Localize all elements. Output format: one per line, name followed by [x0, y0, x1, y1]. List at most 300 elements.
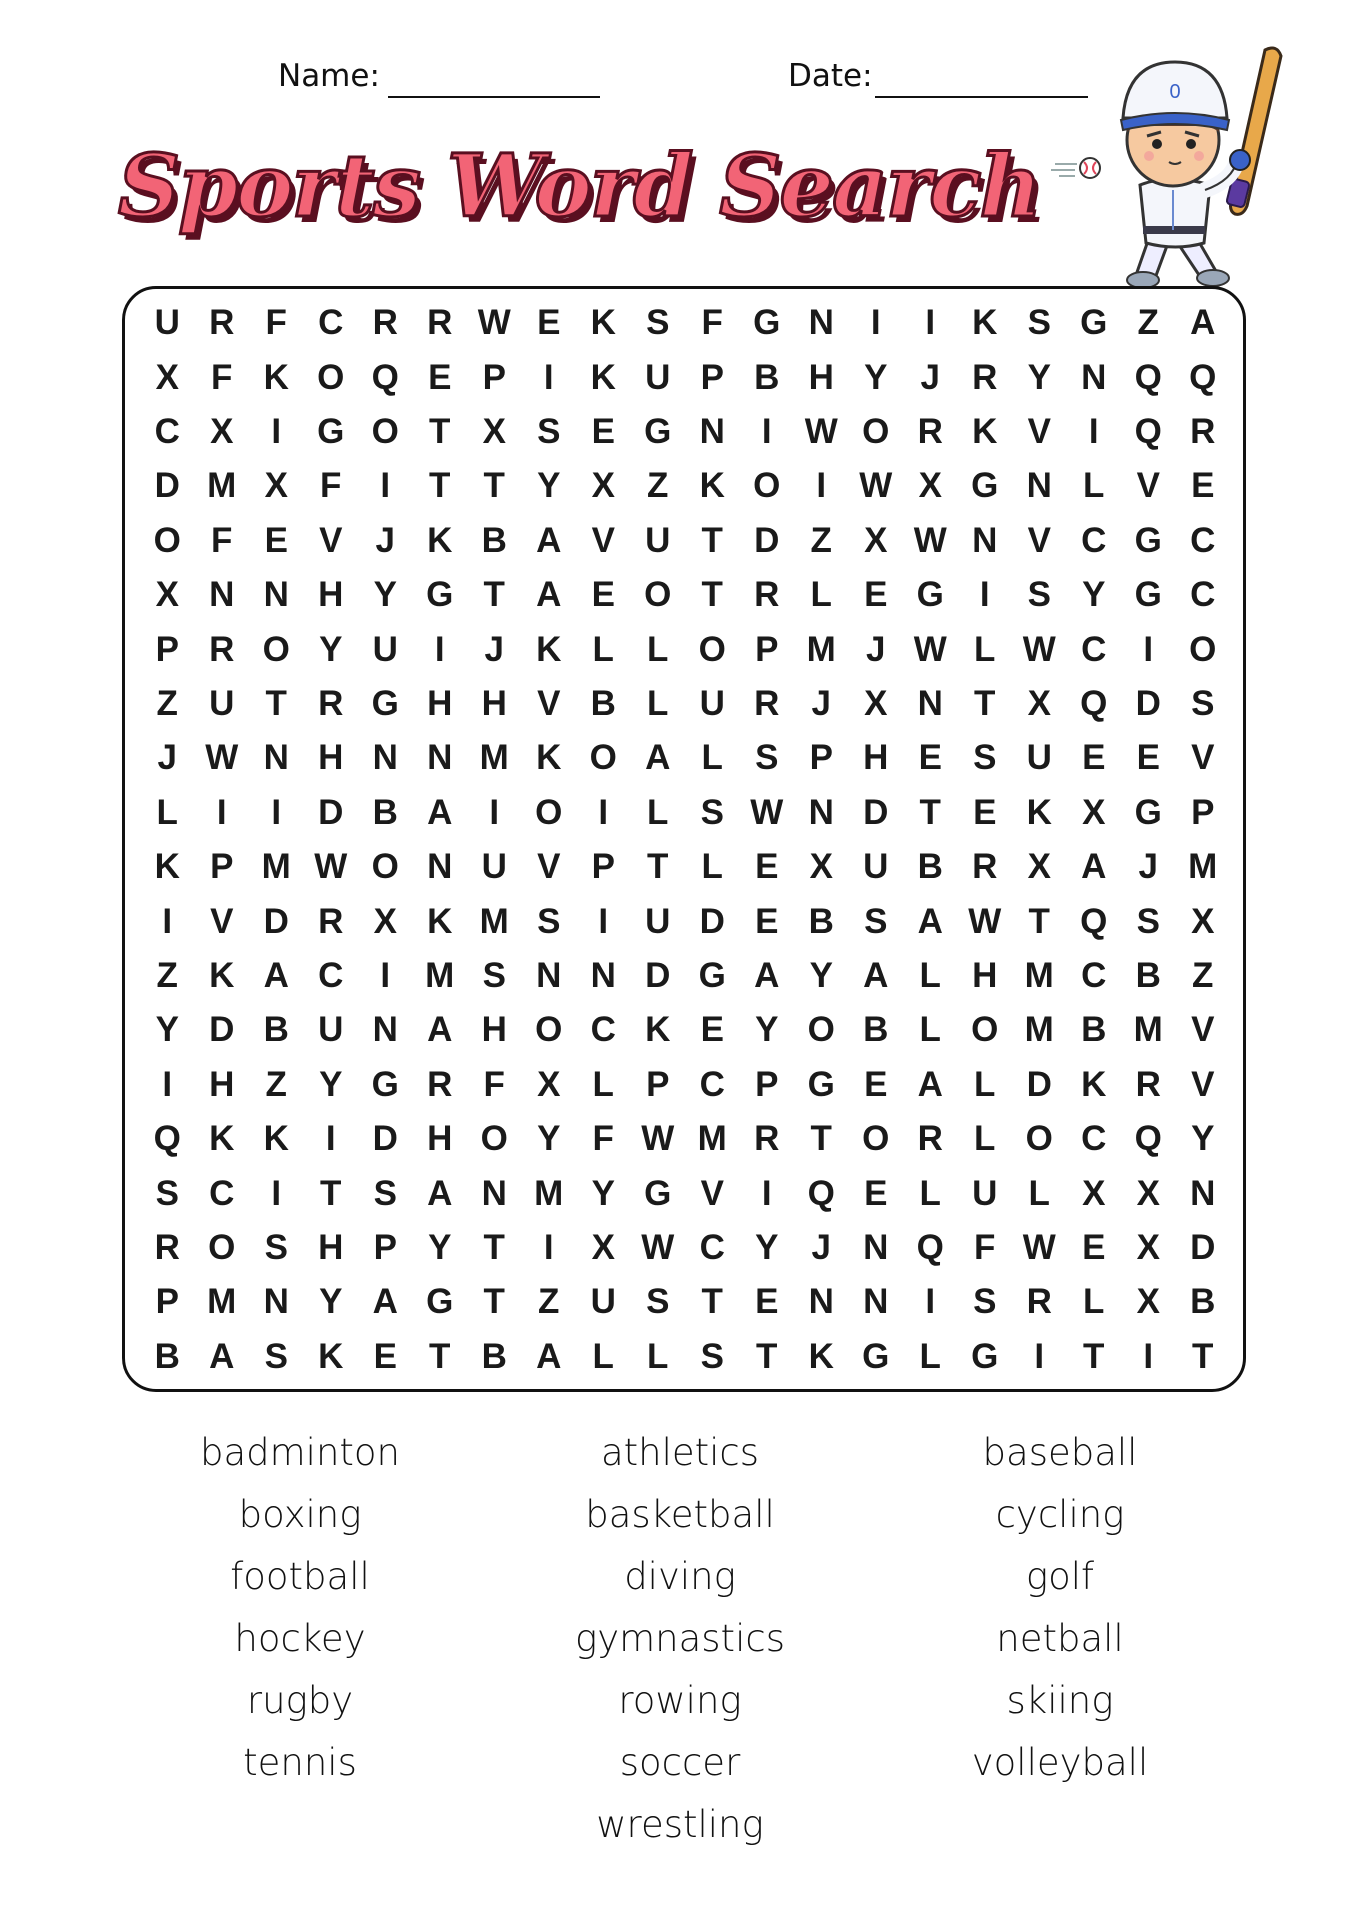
grid-letter[interactable]: Q — [1080, 683, 1108, 723]
grid-letter[interactable]: J — [920, 357, 940, 397]
grid-letter[interactable]: P — [1191, 792, 1215, 832]
grid-letter[interactable]: W — [968, 901, 1002, 941]
grid-letter[interactable]: N — [590, 955, 616, 995]
grid-letter[interactable]: I — [598, 792, 609, 832]
grid-letter[interactable]: Y — [591, 1173, 615, 1213]
grid-letter[interactable]: A — [754, 955, 780, 995]
grid-letter[interactable]: E — [1082, 738, 1106, 778]
grid-letter[interactable]: N — [1026, 466, 1052, 506]
grid-letter[interactable]: R — [754, 683, 780, 723]
grid-letter[interactable]: X — [591, 466, 615, 506]
grid-letter[interactable]: T — [483, 1282, 505, 1322]
grid-letter[interactable]: G — [1134, 520, 1162, 560]
grid-letter[interactable]: K — [699, 466, 725, 506]
grid-letter[interactable]: L — [1028, 1173, 1050, 1213]
grid-letter[interactable]: Z — [1192, 955, 1214, 995]
grid-letter[interactable]: Y — [319, 1282, 343, 1322]
grid-letter[interactable]: I — [816, 466, 827, 506]
grid-letter[interactable]: S — [373, 1173, 397, 1213]
grid-letter[interactable]: A — [263, 955, 289, 995]
grid-letter[interactable]: W — [1022, 1227, 1056, 1267]
grid-letter[interactable]: B — [590, 683, 616, 723]
grid-letter[interactable]: Z — [265, 1064, 287, 1104]
grid-letter[interactable]: P — [155, 1282, 179, 1322]
grid-letter[interactable]: J — [484, 629, 504, 669]
grid-letter[interactable]: K — [209, 955, 235, 995]
grid-letter[interactable]: B — [1135, 955, 1161, 995]
grid-letter[interactable]: Q — [153, 1119, 181, 1159]
grid-letter[interactable]: N — [699, 411, 725, 451]
grid-letter[interactable]: I — [598, 901, 609, 941]
grid-letter[interactable]: E — [537, 303, 561, 343]
grid-letter[interactable]: P — [755, 629, 779, 669]
grid-letter[interactable]: X — [155, 357, 179, 397]
grid-letter[interactable]: S — [1027, 303, 1051, 343]
grid-letter[interactable]: P — [373, 1227, 397, 1267]
grid-letter[interactable]: R — [972, 847, 998, 887]
grid-letter[interactable]: O — [644, 575, 672, 615]
grid-letter[interactable]: C — [1081, 1119, 1107, 1159]
grid-letter[interactable]: Q — [807, 1173, 835, 1213]
grid-letter[interactable]: U — [154, 303, 180, 343]
grid-letter[interactable]: E — [864, 575, 888, 615]
grid-letter[interactable]: Q — [1134, 1119, 1162, 1159]
grid-letter[interactable]: Z — [1137, 303, 1159, 343]
grid-letter[interactable]: E — [428, 357, 452, 397]
grid-letter[interactable]: Y — [428, 1227, 452, 1267]
grid-letter[interactable]: W — [205, 738, 239, 778]
grid-letter[interactable]: N — [808, 792, 834, 832]
grid-letter[interactable]: X — [1027, 847, 1051, 887]
grid-letter[interactable]: Q — [371, 357, 399, 397]
grid-letter[interactable]: G — [426, 1282, 454, 1322]
grid-letter[interactable]: I — [380, 466, 391, 506]
grid-letter[interactable]: S — [1191, 683, 1215, 723]
grid-letter[interactable]: G — [1134, 792, 1162, 832]
grid-letter[interactable]: M — [425, 955, 455, 995]
grid-letter[interactable]: S — [864, 901, 888, 941]
grid-letter[interactable]: H — [318, 575, 344, 615]
grid-letter[interactable]: D — [372, 1119, 398, 1159]
grid-letter[interactable]: U — [318, 1010, 344, 1050]
grid-letter[interactable]: B — [481, 1336, 507, 1376]
grid-letter[interactable]: O — [480, 1119, 508, 1159]
grid-letter[interactable]: G — [371, 683, 399, 723]
grid-letter[interactable]: O — [862, 411, 890, 451]
grid-letter[interactable]: J — [375, 520, 395, 560]
grid-letter[interactable]: Y — [537, 466, 561, 506]
grid-letter[interactable]: K — [318, 1336, 344, 1376]
grid-letter[interactable]: T — [1083, 1336, 1105, 1376]
grid-letter[interactable]: R — [754, 1119, 780, 1159]
grid-letter[interactable]: M — [479, 901, 509, 941]
grid-letter[interactable]: H — [481, 683, 507, 723]
grid-letter[interactable]: I — [979, 575, 990, 615]
grid-letter[interactable]: X — [264, 466, 288, 506]
grid-letter[interactable]: I — [216, 792, 227, 832]
grid-letter[interactable]: G — [971, 466, 999, 506]
grid-letter[interactable]: G — [371, 1064, 399, 1104]
grid-letter[interactable]: Q — [916, 1227, 944, 1267]
grid-letter[interactable]: S — [973, 738, 997, 778]
grid-letter[interactable]: N — [863, 1227, 889, 1267]
grid-letter[interactable]: L — [974, 1064, 996, 1104]
grid-letter[interactable]: Q — [1189, 357, 1217, 397]
grid-letter[interactable]: I — [271, 1173, 282, 1213]
grid-letter[interactable]: E — [264, 520, 288, 560]
grid-letter[interactable]: L — [592, 629, 614, 669]
grid-letter[interactable]: L — [919, 1173, 941, 1213]
grid-letter[interactable]: O — [807, 1010, 835, 1050]
grid-letter[interactable]: L — [647, 1336, 669, 1376]
grid-letter[interactable]: N — [972, 520, 998, 560]
grid-letter[interactable]: S — [1136, 901, 1160, 941]
grid-letter[interactable]: I — [1143, 629, 1154, 669]
grid-letter[interactable]: S — [646, 1282, 670, 1322]
grid-letter[interactable]: Y — [537, 1119, 561, 1159]
grid-letter[interactable]: L — [701, 738, 723, 778]
grid-letter[interactable]: P — [755, 1064, 779, 1104]
grid-letter[interactable]: I — [162, 901, 173, 941]
grid-letter[interactable]: Y — [155, 1010, 179, 1050]
grid-letter[interactable]: M — [1188, 847, 1218, 887]
grid-letter[interactable]: K — [1081, 1064, 1107, 1104]
grid-letter[interactable]: I — [380, 955, 391, 995]
grid-letter[interactable]: R — [154, 1227, 180, 1267]
grid-letter[interactable]: D — [154, 466, 180, 506]
grid-letter[interactable]: X — [864, 683, 888, 723]
grid-letter[interactable]: E — [755, 1282, 779, 1322]
grid-letter[interactable]: O — [1189, 629, 1217, 669]
grid-letter[interactable]: U — [1026, 738, 1052, 778]
grid-letter[interactable]: L — [919, 1010, 941, 1050]
grid-letter[interactable]: F — [483, 1064, 505, 1104]
grid-letter[interactable]: K — [808, 1336, 834, 1376]
grid-letter[interactable]: B — [372, 792, 398, 832]
grid-letter[interactable]: V — [1191, 738, 1215, 778]
grid-letter[interactable]: X — [537, 1064, 561, 1104]
grid-letter[interactable]: Y — [755, 1227, 779, 1267]
grid-letter[interactable]: N — [263, 575, 289, 615]
grid-letter[interactable]: P — [700, 357, 724, 397]
grid-letter[interactable]: F — [701, 303, 723, 343]
grid-letter[interactable]: E — [373, 1336, 397, 1376]
grid-letter[interactable]: I — [271, 411, 282, 451]
grid-letter[interactable]: T — [756, 1336, 778, 1376]
grid-letter[interactable]: L — [592, 1064, 614, 1104]
grid-letter[interactable]: B — [154, 1336, 180, 1376]
grid-letter[interactable]: S — [973, 1282, 997, 1322]
grid-letter[interactable]: O — [971, 1010, 999, 1050]
grid-letter[interactable]: T — [429, 1336, 451, 1376]
grid-letter[interactable]: B — [917, 847, 943, 887]
grid-letter[interactable]: X — [155, 575, 179, 615]
grid-letter[interactable]: V — [537, 683, 561, 723]
grid-letter[interactable]: I — [925, 303, 936, 343]
grid-letter[interactable]: K — [154, 847, 180, 887]
grid-letter[interactable]: O — [1025, 1119, 1053, 1159]
grid-letter[interactable]: F — [265, 303, 287, 343]
grid-letter[interactable]: L — [156, 792, 178, 832]
grid-letter[interactable]: N — [1190, 1173, 1216, 1213]
grid-letter[interactable]: I — [543, 1227, 554, 1267]
grid-letter[interactable]: X — [591, 1227, 615, 1267]
grid-letter[interactable]: N — [427, 847, 453, 887]
grid-letter[interactable]: U — [372, 629, 398, 669]
grid-letter[interactable]: I — [1143, 1336, 1154, 1376]
grid-letter[interactable]: E — [755, 901, 779, 941]
grid-letter[interactable]: M — [207, 466, 237, 506]
grid-letter[interactable]: O — [371, 847, 399, 887]
grid-letter[interactable]: X — [918, 466, 942, 506]
grid-letter[interactable]: B — [1081, 1010, 1107, 1050]
grid-letter[interactable]: D — [863, 792, 889, 832]
grid-letter[interactable]: S — [700, 1336, 724, 1376]
grid-letter[interactable]: S — [755, 738, 779, 778]
grid-letter[interactable]: W — [804, 411, 838, 451]
grid-letter[interactable]: L — [701, 847, 723, 887]
grid-letter[interactable]: W — [641, 1227, 675, 1267]
grid-letter[interactable]: Y — [319, 629, 343, 669]
grid-letter[interactable]: H — [863, 738, 889, 778]
grid-letter[interactable]: L — [1083, 1282, 1105, 1322]
grid-letter[interactable]: N — [263, 738, 289, 778]
grid-letter[interactable]: N — [263, 1282, 289, 1322]
grid-letter[interactable]: D — [645, 955, 671, 995]
grid-letter[interactable]: J — [157, 738, 177, 778]
grid-letter[interactable]: E — [864, 1064, 888, 1104]
grid-letter[interactable]: X — [809, 847, 833, 887]
grid-letter[interactable]: C — [699, 1227, 725, 1267]
grid-letter[interactable]: H — [808, 357, 834, 397]
grid-letter[interactable]: Y — [1082, 575, 1106, 615]
grid-letter[interactable]: J — [866, 629, 886, 669]
grid-letter[interactable]: C — [590, 1010, 616, 1050]
grid-letter[interactable]: B — [1190, 1282, 1216, 1322]
grid-letter[interactable]: D — [699, 901, 725, 941]
grid-letter[interactable]: U — [590, 1282, 616, 1322]
grid-letter[interactable]: F — [320, 466, 342, 506]
grid-letter[interactable]: T — [429, 466, 451, 506]
grid-letter[interactable]: E — [1191, 466, 1215, 506]
grid-letter[interactable]: T — [483, 575, 505, 615]
grid-letter[interactable]: A — [372, 1282, 398, 1322]
grid-letter[interactable]: M — [1024, 955, 1054, 995]
grid-letter[interactable]: I — [1034, 1336, 1045, 1376]
grid-letter[interactable]: A — [427, 1010, 453, 1050]
grid-letter[interactable]: A — [917, 901, 943, 941]
grid-letter[interactable]: A — [536, 575, 562, 615]
grid-letter[interactable]: S — [264, 1336, 288, 1376]
grid-letter[interactable]: L — [810, 575, 832, 615]
grid-letter[interactable]: R — [427, 1064, 453, 1104]
grid-letter[interactable]: N — [917, 683, 943, 723]
grid-letter[interactable]: X — [1082, 792, 1106, 832]
grid-letter[interactable]: V — [1027, 411, 1051, 451]
grid-letter[interactable]: L — [647, 792, 669, 832]
grid-letter[interactable]: W — [913, 629, 947, 669]
grid-letter[interactable]: S — [537, 901, 561, 941]
grid-letter[interactable]: A — [1190, 303, 1216, 343]
grid-letter[interactable]: I — [761, 411, 772, 451]
grid-letter[interactable]: Q — [1134, 357, 1162, 397]
grid-letter[interactable]: F — [211, 520, 233, 560]
grid-letter[interactable]: W — [641, 1119, 675, 1159]
grid-letter[interactable]: U — [209, 683, 235, 723]
grid-letter[interactable]: W — [314, 847, 348, 887]
grid-letter[interactable]: G — [317, 411, 345, 451]
grid-letter[interactable]: A — [536, 1336, 562, 1376]
grid-letter[interactable]: S — [155, 1173, 179, 1213]
grid-letter[interactable]: Q — [1134, 411, 1162, 451]
grid-letter[interactable]: K — [536, 738, 562, 778]
grid-letter[interactable]: S — [537, 411, 561, 451]
grid-letter[interactable]: D — [1026, 1064, 1052, 1104]
grid-letter[interactable]: K — [590, 303, 616, 343]
grid-letter[interactable]: T — [483, 1227, 505, 1267]
grid-letter[interactable]: R — [754, 575, 780, 615]
grid-letter[interactable]: N — [481, 1173, 507, 1213]
grid-letter[interactable]: A — [645, 738, 671, 778]
grid-letter[interactable]: N — [209, 575, 235, 615]
grid-letter[interactable]: Y — [755, 1010, 779, 1050]
grid-letter[interactable]: I — [162, 1064, 173, 1104]
grid-letter[interactable]: H — [318, 738, 344, 778]
grid-letter[interactable]: X — [210, 411, 234, 451]
grid-letter[interactable]: V — [1027, 520, 1051, 560]
grid-letter[interactable]: V — [1191, 1010, 1215, 1050]
grid-letter[interactable]: K — [209, 1119, 235, 1159]
grid-letter[interactable]: R — [1135, 1064, 1161, 1104]
grid-letter[interactable]: X — [482, 411, 506, 451]
grid-letter[interactable]: R — [427, 303, 453, 343]
grid-letter[interactable]: K — [590, 357, 616, 397]
grid-letter[interactable]: G — [644, 411, 672, 451]
grid-letter[interactable]: C — [1190, 520, 1216, 560]
grid-letter[interactable]: K — [972, 411, 998, 451]
grid-letter[interactable]: B — [481, 520, 507, 560]
grid-letter[interactable]: O — [371, 411, 399, 451]
grid-letter[interactable]: H — [427, 1119, 453, 1159]
grid-letter[interactable]: M — [261, 847, 291, 887]
grid-letter[interactable]: V — [537, 847, 561, 887]
grid-letter[interactable]: P — [210, 847, 234, 887]
grid-letter[interactable]: M — [697, 1119, 727, 1159]
grid-letter[interactable]: R — [209, 303, 235, 343]
grid-letter[interactable]: C — [1190, 575, 1216, 615]
grid-letter[interactable]: L — [647, 629, 669, 669]
grid-letter[interactable]: F — [974, 1227, 996, 1267]
grid-letter[interactable]: G — [426, 575, 454, 615]
grid-letter[interactable]: O — [862, 1119, 890, 1159]
grid-letter[interactable]: S — [264, 1227, 288, 1267]
grid-letter[interactable]: G — [916, 575, 944, 615]
grid-letter[interactable]: H — [427, 683, 453, 723]
grid-letter[interactable]: U — [645, 357, 671, 397]
grid-letter[interactable]: I — [1088, 411, 1099, 451]
grid-letter[interactable]: K — [263, 357, 289, 397]
grid-letter[interactable]: R — [972, 357, 998, 397]
grid-letter[interactable]: E — [973, 792, 997, 832]
grid-letter[interactable]: A — [427, 1173, 453, 1213]
grid-letter[interactable]: G — [644, 1173, 672, 1213]
grid-letter[interactable]: X — [373, 901, 397, 941]
grid-letter[interactable]: T — [320, 1173, 342, 1213]
grid-letter[interactable]: A — [917, 1064, 943, 1104]
grid-letter[interactable]: C — [209, 1173, 235, 1213]
grid-letter[interactable]: P — [646, 1064, 670, 1104]
grid-letter[interactable]: O — [535, 792, 563, 832]
grid-letter[interactable]: M — [1133, 1010, 1163, 1050]
grid-letter[interactable]: K — [645, 1010, 671, 1050]
grid-letter[interactable]: L — [919, 955, 941, 995]
grid-letter[interactable]: D — [1135, 683, 1161, 723]
grid-letter[interactable]: A — [1081, 847, 1107, 887]
grid-letter[interactable]: C — [154, 411, 180, 451]
grid-letter[interactable]: T — [810, 1119, 832, 1159]
grid-letter[interactable]: T — [701, 575, 723, 615]
grid-letter[interactable]: I — [925, 1282, 936, 1322]
grid-letter[interactable]: X — [1082, 1173, 1106, 1213]
grid-letter[interactable]: N — [372, 1010, 398, 1050]
grid-letter[interactable]: G — [1080, 303, 1108, 343]
grid-letter[interactable]: W — [859, 466, 893, 506]
grid-letter[interactable]: D — [1190, 1227, 1216, 1267]
grid-letter[interactable]: C — [1081, 955, 1107, 995]
grid-letter[interactable]: F — [211, 357, 233, 397]
grid-letter[interactable]: X — [1136, 1173, 1160, 1213]
grid-letter[interactable]: T — [701, 520, 723, 560]
grid-letter[interactable]: E — [591, 575, 615, 615]
grid-letter[interactable]: A — [863, 955, 889, 995]
grid-letter[interactable]: T — [1028, 901, 1050, 941]
grid-letter[interactable]: T — [265, 683, 287, 723]
grid-letter[interactable]: D — [754, 520, 780, 560]
grid-letter[interactable]: G — [753, 303, 781, 343]
grid-letter[interactable]: C — [1081, 520, 1107, 560]
grid-letter[interactable]: L — [592, 1336, 614, 1376]
grid-letter[interactable]: P — [591, 847, 615, 887]
grid-letter[interactable]: V — [1191, 1064, 1215, 1104]
grid-letter[interactable]: N — [808, 1282, 834, 1322]
grid-letter[interactable]: S — [482, 955, 506, 995]
grid-letter[interactable]: J — [811, 1227, 831, 1267]
grid-letter[interactable]: O — [535, 1010, 563, 1050]
grid-letter[interactable]: Z — [647, 466, 669, 506]
grid-letter[interactable]: Y — [809, 955, 833, 995]
grid-letter[interactable]: E — [700, 1010, 724, 1050]
grid-letter[interactable]: K — [536, 629, 562, 669]
grid-letter[interactable]: Z — [538, 1282, 560, 1322]
grid-letter[interactable]: R — [209, 629, 235, 669]
grid-letter[interactable]: E — [755, 847, 779, 887]
name-field-line[interactable] — [388, 96, 600, 98]
grid-letter[interactable]: N — [427, 738, 453, 778]
grid-letter[interactable]: L — [919, 1336, 941, 1376]
grid-letter[interactable]: R — [1190, 411, 1216, 451]
grid-letter[interactable]: T — [919, 792, 941, 832]
grid-letter[interactable]: K — [427, 901, 453, 941]
grid-letter[interactable]: F — [592, 1119, 614, 1159]
grid-letter[interactable]: O — [317, 357, 345, 397]
grid-letter[interactable]: W — [750, 792, 784, 832]
grid-letter[interactable]: G — [862, 1336, 890, 1376]
grid-letter[interactable]: P — [809, 738, 833, 778]
grid-letter[interactable]: M — [806, 629, 836, 669]
grid-letter[interactable]: H — [972, 955, 998, 995]
grid-letter[interactable]: T — [1192, 1336, 1214, 1376]
grid-letter[interactable]: I — [489, 792, 500, 832]
